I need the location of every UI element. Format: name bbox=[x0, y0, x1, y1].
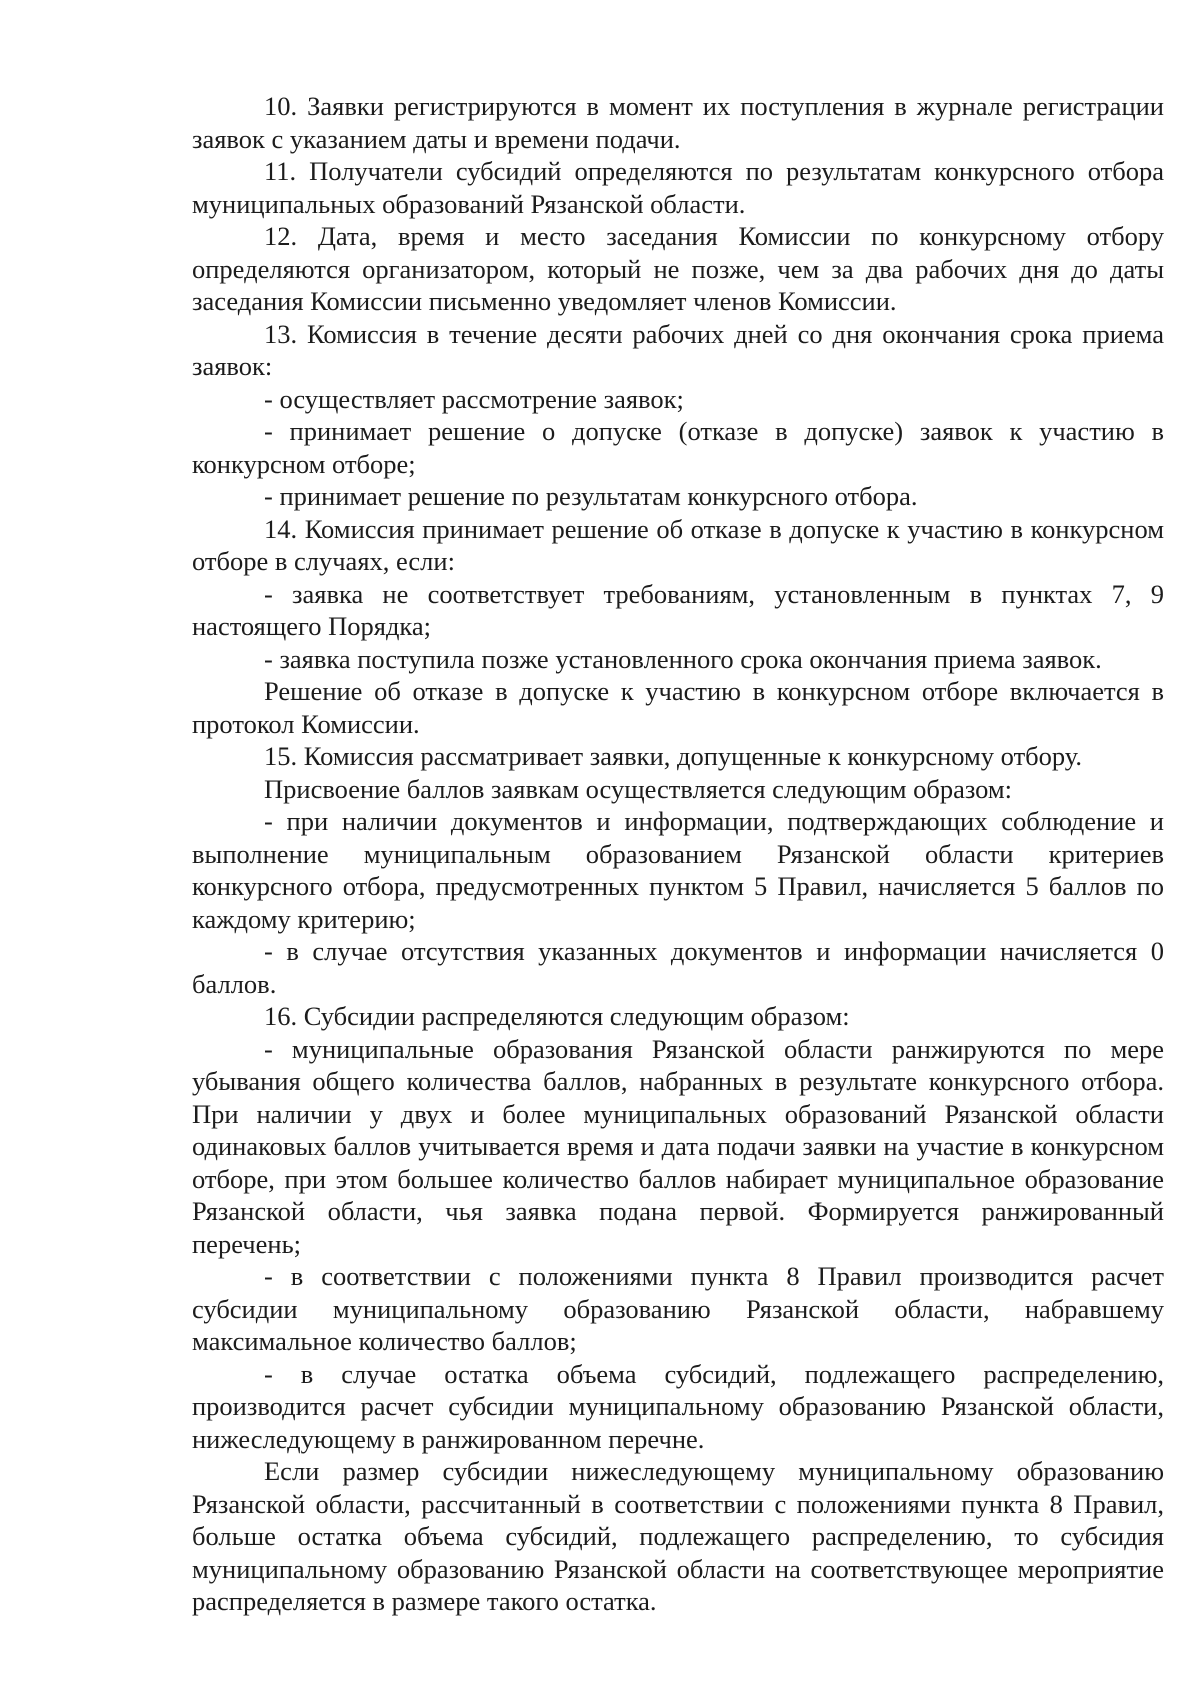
clause-13-item-2: - принимает решение о допуске (отказе в допуске) заявок к участию в конкурсном отборе; bbox=[192, 416, 1164, 479]
clause-10: 10. Заявки регистрируются в момент их поступления в журнале регистрации заявок с указанием даты и времени подачи. bbox=[192, 91, 1164, 154]
clause-13-item-3: - принимает решение по результатам конкурсного отбора. bbox=[264, 481, 918, 511]
clause-16-item-3: - в случае остатка объема субсидий, подлежащего распределению, производится расчет субсидии муниципальному образованию Рязанской области, нижеследующему в ранжированном перечне. bbox=[192, 1358, 1164, 1454]
clause-12: 12. Дата, время и место заседания Комиссии по конкурсному отбору определяются организатором, который не позже, чем за два рабочих дня до даты заседания Комиссии письменно уведомляет членов Комиссии. bbox=[192, 221, 1164, 316]
clause-16-item-1: - муниципальные образования Рязанской области ранжируются по мере убывания общего количества баллов, набранных в результате конкурсного отбора. При наличии у двух и более муниципальных образований Рязанской области одинаковых баллов учитывается время и дата подачи заявки на участие в конкурсном отборе, при этом большее количество баллов набирает муниципальное образование Рязанской области, чья заявка подана первой. Формируется ранжированный перечень; bbox=[192, 1033, 1164, 1259]
clause-15-item-1: - при наличии документов и информации, подтверждающих соблюдение и выполнение муниципальным образованием Рязанской области критериев конкурсного отбора, предусмотренных пунктом 5 Правил, начисляется 5 баллов по каждому критерию; bbox=[192, 806, 1164, 934]
clause-14-item-2: - заявка поступила позже установленного срока окончания приема заявок. bbox=[264, 643, 1102, 674]
clause-16-item-2: - в соответствии с положениями пункта 8 Правил производится расчет субсидии муниципальному образованию Рязанской области, набравшему максимальное количество баллов; bbox=[192, 1261, 1164, 1356]
clause-11: 11. Получатели субсидий определяются по результатам конкурсного отбора муниципальных образований Рязанской области. bbox=[192, 156, 1164, 219]
clause-16: 16. Субсидии распределяются следующим образом: bbox=[264, 1001, 850, 1031]
clause-15: 15. Комиссия рассматривает заявки, допущенные к конкурсному отбору. bbox=[264, 741, 1083, 771]
clause-14-note: Решение об отказе в допуске к участию в конкурсном отборе включается в протокол Комиссии. bbox=[192, 676, 1164, 739]
clause-14-item-1: - заявка не соответствует требованиям, установленным в пунктах 7, 9 настоящего Порядка; bbox=[192, 578, 1164, 641]
clause-15-scoring-intro: Присвоение баллов заявкам осуществляется следующим образом: bbox=[264, 773, 1013, 804]
clause-13: 13. Комиссия в течение десяти рабочих дней со дня окончания срока приема заявок: bbox=[192, 318, 1164, 381]
clause-16-remainder-note: Если размер субсидии нижеследующему муниципальному образованию Рязанской области, рассчитанный в соответствии с положениями пункта 8 Правил, больше остатка объема субсидий, подлежащего распределению, то субсидия муниципальному образованию Рязанской области на соответствующее мероприятие распределяется в размере такого остатка. bbox=[192, 1456, 1164, 1616]
clause-13-item-1: - осуществляет рассмотрение заявок; bbox=[264, 383, 684, 414]
clause-15-item-2: - в случае отсутствия указанных документов и информации начисляется 0 баллов. bbox=[192, 936, 1164, 999]
clause-14: 14. Комиссия принимает решение об отказе в допуске к участию в конкурсном отборе в случаях, если: bbox=[192, 513, 1164, 576]
document-body bbox=[192, 90, 1164, 1618]
